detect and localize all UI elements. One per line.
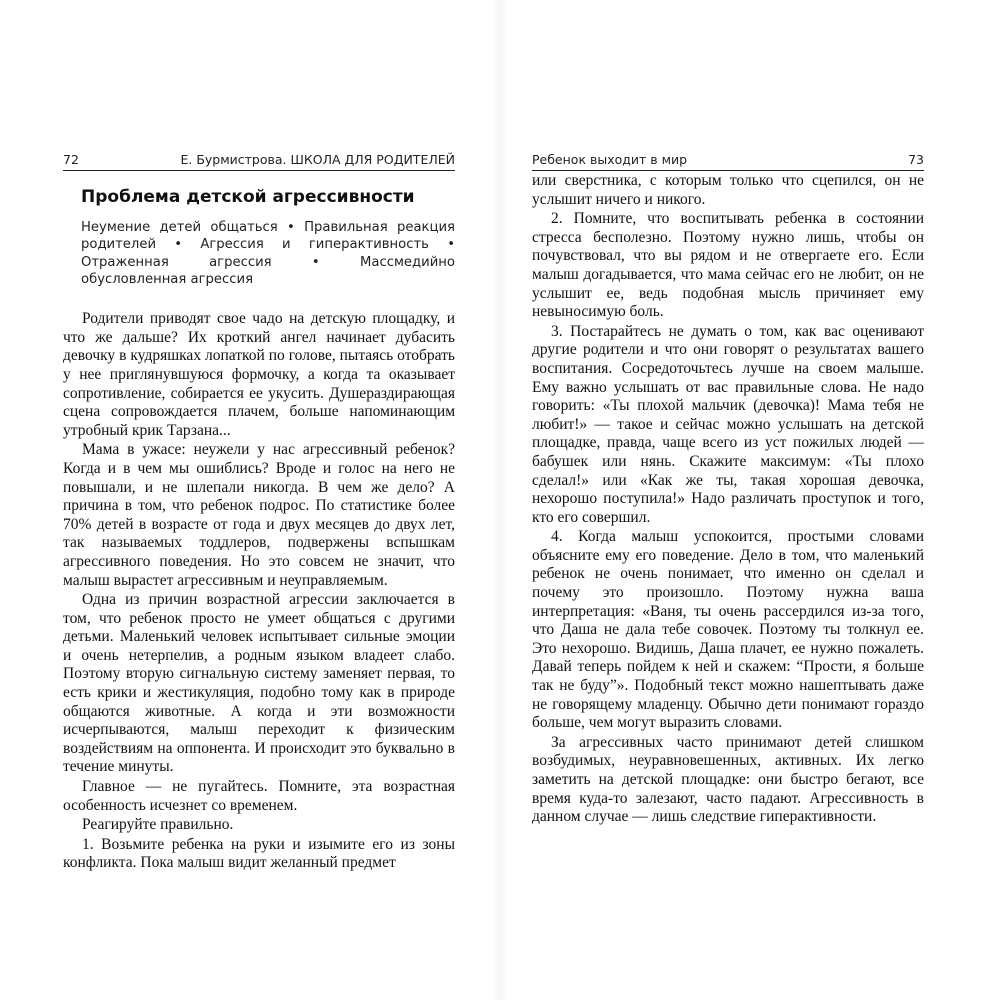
left-body-text: [63, 310, 455, 873]
chapter-title: Проблема детской агрессивности: [81, 187, 415, 207]
right-running-head: [532, 152, 924, 171]
left-page: [63, 152, 455, 873]
paragraph: Реагируйте правильно.: [82, 816, 234, 834]
paragraph-continued: или сверстника, с которым только что сцепился, он не услышит ничего и никого.: [532, 172, 924, 208]
left-running-head: [63, 152, 455, 171]
left-page-number: 72: [63, 152, 79, 167]
paragraph: За агрессивных часто принимают детей слишком возбудимых, неуравновешенных, активных. Их легко заметить на детской площадке: они быстро бегают, все время куда-то залезают, часто падают. Агрессивность в данном случае — лишь следствие гиперактивности.: [532, 733, 924, 826]
chapter-subtitle: Неумение детей общаться • Правильная реакция родителей • Агрессия и гиперактивность • Отраженная агрессия • Массмедийно обусловленная агрессия: [81, 220, 455, 287]
right-page: [532, 152, 924, 827]
paragraph: Одна из причин возрастной агрессии заключается в том, что ребенок просто не умеет общаться с другими детьми. Маленький человек испытывает сильные эмоции и очень нетерпелив, а родным языком владеет слабо. Поэтому вторую сигнальную систему заменяет первая, то есть крики и жестикуляция, подобно тому как в природе общаются животные. А когда и эти возможности исчерпываются, малыш переходит к физическим воздействиям на оппонента. И происходит это буквально в течение минуты.: [63, 591, 455, 776]
paragraph: Родители приводят свое чадо на детскую площадку, и что же дальше? Их кроткий ангел начинает дубасить девочку в кудряшках лопаткой по голове, пытаясь отобрать у нее приглянувшуюся формочку, а когда та оказывает сопротивление, собирается ее укусить. Душераздирающая сцена сопровождается плачем, больше напоминающим утробный крик Тарзана...: [63, 310, 455, 439]
paragraph: 3. Постарайтесь не думать о том, как вас оценивают другие родители и что они говорят о результатах вашего воспитания. Сосредоточьтесь лучше на своем малыше. Ему важно услышать от вас правильные слова. Не надо говорить: «Ты плохой мальчик (девочка)! Мама тебя не любит!» — такое и сейчас можно услышать на детской площадке, правда, чаще всего из уст пожилых людей — бабушек или нянь. Скажите максимум: «Ты плохо сделал!» или «Как же ты, такая хорошая девочка, нехорошо поступила!» Надо различать проступок и того, кто его совершил.: [532, 322, 924, 526]
paragraph: 1. Возьмите ребенка на руки и изымите его из зоны конфликта. Пока малыш видит желанный предмет: [63, 835, 455, 872]
book-title-header: Е. Бурмистрова. ШКОЛА ДЛЯ РОДИТЕЛЕЙ: [180, 152, 455, 167]
right-body-text: [532, 172, 924, 827]
section-title-header: Ребенок выходит в мир: [532, 152, 688, 167]
paragraph: Главное — не пугайтесь. Помните, эта возрастная особенность исчезнет со временем.: [63, 778, 455, 814]
paragraph: 2. Помните, что воспитывать ребенка в состоянии стресса бесполезно. Поэтому нужно лишь, чтобы он почувствовал, что вы рядом и не отвергаете его. Если малыш догадывается, что мама сейчас его не любит, он не услышит ее, ведь подобная мысль причиняет ему невыносимую боль.: [532, 210, 924, 321]
paragraph: Мама в ужасе: неужели у нас агрессивный ребенок? Когда и в чем мы ошиблись? Вроде и голос на него не повышали, и не шлепали никогда. В чем же дело? А причина в том, что ребенок подрос. По статистике более 70% детей в возрасте от года и двух месяцев до двух лет, так называемых тоддлеров, подвержены вспышкам агрессивного поведения. Но это совсем не значит, что малыш вырастет агрессивным и неуправляемым.: [63, 441, 455, 589]
right-page-number: 73: [908, 152, 924, 167]
book-gutter: [492, 0, 508, 1000]
paragraph: 4. Когда малыш успокоится, простыми словами объясните ему его поведение. Дело в том, что маленький ребенок не очень понимает, что именно он сделал и почему это произошло. Поэтому нужна ваша интерпретация: «Ваня, ты очень рассердился из-за того, что Даша не дала тебе совочек. Поэтому ты толкнул ее. Это нехорошо. Видишь, Даша плачет, ее нужно пожалеть. Давай теперь пойдем к ней и скажем: “Прости, я больше так не буду”». Подобный текст можно нашептывать даже не говорящему младенцу. Обычно дети понимают гораздо больше, чем могут выразить словами.: [532, 528, 924, 732]
